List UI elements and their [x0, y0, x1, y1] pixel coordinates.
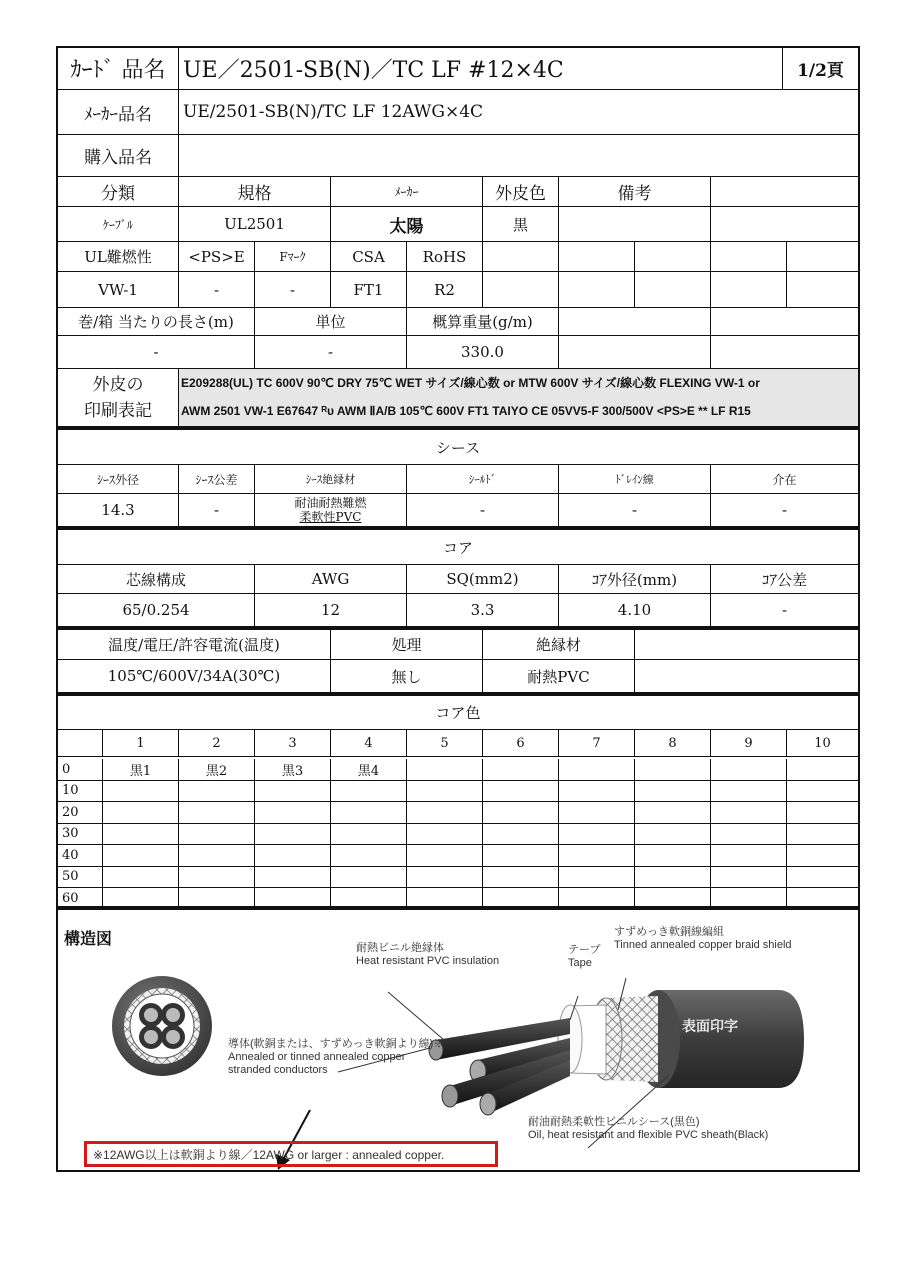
insulation-label — [356, 942, 499, 968]
braid-label — [614, 926, 792, 952]
class-header: 分類 — [58, 177, 179, 207]
sheath-material-value — [255, 494, 407, 527]
core-color-cell — [483, 781, 559, 803]
weight-value: 330.0 — [407, 336, 559, 369]
core-color-section-title: コア色 — [58, 696, 858, 730]
blank-cell — [787, 242, 858, 272]
filler-header: 介在 — [711, 465, 858, 494]
print-marking-line1: E209288(UL) TC 600V 90℃ DRY 75℃ WET サイズ/線心数 or MTW 600V サイズ/線心数 FLEXING VW-1 or — [179, 369, 858, 398]
core-color-cell — [407, 781, 483, 803]
core-color-cell — [559, 845, 635, 867]
core-color-row-label: 40 — [58, 845, 103, 867]
core-section-title: コア — [58, 530, 858, 565]
core-color-row-label: 0 — [58, 759, 103, 781]
core-color-row-label: 50 — [58, 867, 103, 889]
core-color-cell — [635, 824, 711, 846]
csa-value: FT1 — [331, 272, 407, 308]
pse-header: <PS>E — [179, 242, 255, 272]
length-value: - — [58, 336, 255, 369]
pse-value: - — [179, 272, 255, 308]
core-color-row-label: 60 — [58, 888, 103, 910]
sq-header: SQ(mm2) — [407, 565, 559, 594]
blank-cell — [483, 242, 559, 272]
core-color-cell — [331, 824, 407, 846]
core-color-col-header: 2 — [179, 730, 255, 757]
maker-value: 太陽 — [331, 207, 483, 242]
core-color-cell — [787, 781, 858, 803]
core-color-cell — [787, 845, 858, 867]
core-color-cell — [559, 802, 635, 824]
awg-header: AWG — [255, 565, 407, 594]
sheath-section-title: シース — [58, 430, 858, 465]
core-color-cell — [711, 824, 787, 846]
remarks-header: 備考 — [559, 177, 711, 207]
core-color-cell: 黒1 — [103, 759, 179, 781]
blank-cell — [711, 336, 858, 369]
core-color-col-header: 6 — [483, 730, 559, 757]
core-color-cell — [787, 759, 858, 781]
sheath-tolerance-header: ｼｰｽ公差 — [179, 465, 255, 494]
core-color-cell — [559, 824, 635, 846]
core-color-cell — [179, 781, 255, 803]
core-color-cell — [711, 781, 787, 803]
print-marking-label-line1: 外皮の — [92, 374, 144, 395]
core-color-cell — [787, 867, 858, 889]
core-color-cell — [635, 867, 711, 889]
sq-value: 3.3 — [407, 594, 559, 627]
core-color-row-label: 10 — [58, 781, 103, 803]
core-color-cell — [483, 759, 559, 781]
core-color-row-label: 30 — [58, 824, 103, 846]
core-color-cell — [483, 802, 559, 824]
core-color-cell — [787, 802, 858, 824]
unit-header: 単位 — [255, 308, 407, 336]
core-color-grid — [58, 730, 858, 908]
core-color-cell — [255, 781, 331, 803]
core-color-cell — [179, 824, 255, 846]
blank-cell — [559, 272, 635, 308]
print-marking-line2: AWM 2501 VW-1 E67647 ᴿᴜ AWM ⅡA/B 105℃ 600V FT1 TAIYO CE 05VV5-F 300/500V <PS>E ** LF R15 — [179, 398, 858, 427]
rohs-value: R2 — [407, 272, 483, 308]
blank-cell — [711, 272, 787, 308]
core-color-row-label: 20 — [58, 802, 103, 824]
braid-label-jp: すずめっき軟銅線編組 — [614, 926, 724, 938]
core-color-cell — [255, 802, 331, 824]
core-color-cell — [407, 845, 483, 867]
core-color-cell — [711, 867, 787, 889]
core-color-cell — [711, 759, 787, 781]
core-color-cell — [331, 867, 407, 889]
blank-cell — [635, 272, 711, 308]
sheath-material-line1: 耐油耐熱難燃 — [294, 496, 367, 510]
blank-cell — [635, 630, 858, 660]
standard-header: 規格 — [179, 177, 331, 207]
core-color-cell — [711, 845, 787, 867]
core-color-cell — [635, 759, 711, 781]
rohs-header: RoHS — [407, 242, 483, 272]
core-color-cell — [255, 824, 331, 846]
surface-print-label: 表面印字 — [682, 1018, 738, 1034]
card-name-label: ｶｰﾄﾞ 品名 — [58, 48, 179, 90]
cross-section — [112, 976, 212, 1076]
csa-header: CSA — [331, 242, 407, 272]
insulation-header: 絶縁材 — [483, 630, 635, 660]
core-od-header: ｺｱ外径(mm) — [559, 565, 711, 594]
blank-cell — [711, 207, 858, 242]
core-color-cell — [331, 781, 407, 803]
core-tolerance-value: - — [711, 594, 858, 627]
core-color-cell — [103, 845, 179, 867]
core-color-cell — [103, 824, 179, 846]
section-divider — [58, 906, 858, 909]
insulation-label-en: Heat resistant PVC insulation — [356, 955, 500, 967]
core-color-cell — [635, 802, 711, 824]
core-color-cell — [635, 781, 711, 803]
blank-cell — [711, 177, 858, 207]
core-color-cell — [483, 867, 559, 889]
insulation-label-jp: 耐熱ビニル絶縁体 — [356, 942, 444, 954]
sheath-label-jp: 耐油耐熱柔軟性ビニルシース(黒色) — [528, 1116, 700, 1128]
print-marking-label — [58, 369, 179, 427]
blank-cell — [787, 272, 858, 308]
rating-header: 温度/電圧/許容電流(温度) — [58, 630, 331, 660]
length-header: 巻/箱 当たりの長さ(m) — [58, 308, 255, 336]
treatment-value: 無し — [331, 660, 483, 693]
maker-name-label: ﾒｰｶｰ品名 — [58, 90, 179, 135]
core-color-cell — [179, 867, 255, 889]
core-color-cell — [559, 781, 635, 803]
spec-card — [56, 46, 860, 1172]
sheath-od-value: 14.3 — [58, 494, 179, 527]
sheath-od-header: ｼｰｽ外径 — [58, 465, 179, 494]
class-value: ｹｰﾌﾞﾙ — [58, 207, 179, 242]
sheath-label — [528, 1116, 768, 1142]
core-color-cell: 黒4 — [331, 759, 407, 781]
conductor-label-en1: Annealed or tinned annealed copper — [228, 1051, 406, 1063]
sheath-tolerance-value: - — [179, 494, 255, 527]
core-color-cell — [787, 824, 858, 846]
tape-label-jp: テープ — [568, 944, 601, 956]
core-color-cell — [559, 867, 635, 889]
awg-value: 12 — [255, 594, 407, 627]
sheath-material-line2: 柔軟性PVC — [299, 510, 362, 524]
f-mark-header: Fﾏｰｸ — [255, 242, 331, 272]
blank-cell — [635, 242, 711, 272]
conductor-structure-header: 芯線構成 — [58, 565, 255, 594]
core-color-col-header: 9 — [711, 730, 787, 757]
unit-value: - — [255, 336, 407, 369]
card-name-value: UE／2501-SB(N)／TC LF #12×4C — [179, 48, 783, 90]
shield-header: ｼｰﾙﾄﾞ — [407, 465, 559, 494]
core-color-cell — [635, 845, 711, 867]
drain-wire-value: - — [559, 494, 711, 527]
core-color-cell — [559, 759, 635, 781]
core-color-col-header: 1 — [103, 730, 179, 757]
core-color-cell — [407, 824, 483, 846]
core-color-cell — [407, 759, 483, 781]
core-color-cell — [103, 802, 179, 824]
core-color-cell — [711, 802, 787, 824]
core-color-cell — [331, 845, 407, 867]
remarks-value — [559, 207, 711, 242]
blank-cell — [559, 336, 711, 369]
page-number: 1/2頁 — [783, 48, 858, 90]
purchase-name-value — [179, 135, 858, 177]
conductor-label-en2: stranded conductors — [228, 1064, 328, 1076]
braid-label-en: Tinned annealed copper braid shield — [614, 939, 792, 951]
print-marking-label-line2: 印刷表記 — [84, 400, 152, 421]
blank-cell — [559, 308, 711, 336]
blank-cell — [711, 308, 858, 336]
blank-cell — [711, 242, 787, 272]
insulation-value: 耐熱PVC — [483, 660, 635, 693]
core-color-col-header: 7 — [559, 730, 635, 757]
core-color-cell — [407, 802, 483, 824]
sheath-label-en: Oil, heat resistant and flexible PVC sheath(Black) — [528, 1129, 769, 1141]
core-od-value: 4.10 — [559, 594, 711, 627]
blank-cell — [559, 242, 635, 272]
treatment-header: 処理 — [331, 630, 483, 660]
ul-flame-header: UL難燃性 — [58, 242, 179, 272]
blank-cell — [635, 660, 858, 693]
filler-value: - — [711, 494, 858, 527]
shield-value: - — [407, 494, 559, 527]
core-color-cell — [483, 824, 559, 846]
jacket-color-value: 黒 — [483, 207, 559, 242]
ul-flame-value: VW-1 — [58, 272, 179, 308]
grid-corner-cell — [58, 730, 103, 757]
core-color-col-header: 5 — [407, 730, 483, 757]
maker-name-value: UE/2501-SB(N)/TC LF 12AWG×4C — [179, 90, 858, 135]
core-color-col-header: 4 — [331, 730, 407, 757]
core-color-cell — [407, 867, 483, 889]
conductor-structure-value: 65/0.254 — [58, 594, 255, 627]
core-color-cell — [331, 802, 407, 824]
conductor-label-jp: 導体(軟銅または、すずめっき軟銅より線)※ — [228, 1038, 445, 1050]
conductor-label — [228, 1038, 444, 1077]
core-color-cell — [179, 845, 255, 867]
core-color-cell: 黒2 — [179, 759, 255, 781]
core-color-cell — [483, 845, 559, 867]
core-color-cell — [255, 845, 331, 867]
sheath-material-header: ｼｰｽ絶縁材 — [255, 465, 407, 494]
jacket-color-header: 外皮色 — [483, 177, 559, 207]
drain-wire-header: ﾄﾞﾚｲﾝ線 — [559, 465, 711, 494]
core-color-cell — [255, 867, 331, 889]
blank-cell — [483, 272, 559, 308]
core-tolerance-header: ｺｱ公差 — [711, 565, 858, 594]
core-color-col-header: 8 — [635, 730, 711, 757]
rating-value: 105℃/600V/34A(30℃) — [58, 660, 331, 693]
diagram-title: 構造図 — [64, 929, 113, 948]
weight-header: 概算重量(g/m) — [407, 308, 559, 336]
maker-header: ﾒｰｶｰ — [331, 177, 483, 207]
copper-note: ※12AWG以上は軟銅より線／12AWG or larger : annealed copper. — [84, 1141, 498, 1167]
core-color-col-header: 10 — [787, 730, 858, 757]
core-color-cell — [103, 781, 179, 803]
tape-label — [568, 944, 600, 970]
core-color-cell — [103, 867, 179, 889]
core-color-cell: 黒3 — [255, 759, 331, 781]
purchase-name-label: 購入品名 — [58, 135, 179, 177]
standard-value: UL2501 — [179, 207, 331, 242]
core-color-cell — [179, 802, 255, 824]
core-color-col-header: 3 — [255, 730, 331, 757]
tape-label-en: Tape — [568, 957, 592, 969]
f-mark-value: - — [255, 272, 331, 308]
